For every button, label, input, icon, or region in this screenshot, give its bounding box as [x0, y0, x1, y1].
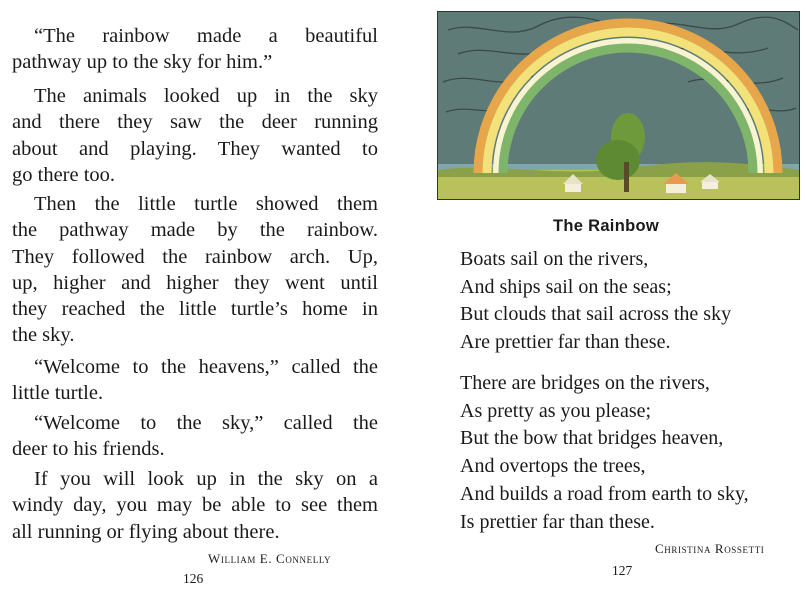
story-line: go there too.	[12, 163, 116, 186]
poem-line: Are prettier far than these.	[460, 331, 671, 354]
story-line: windy day, you may be able to see them	[12, 494, 378, 517]
story-line: “Welcome to the heavens,” called the	[34, 356, 378, 378]
left-page	[0, 0, 395, 589]
poem-line: But the bow that bridges heaven,	[460, 427, 724, 450]
story-line: the pathway made by the rainbow.	[12, 219, 378, 242]
right-page	[405, 0, 806, 589]
story-line: all running or flying about there.	[12, 520, 280, 543]
story-line: about and playing. They wanted to	[12, 137, 378, 160]
story-line: and there they saw the deer running	[12, 111, 378, 134]
story-paragraph-6	[12, 466, 378, 545]
poem-line: But clouds that sail across the sky	[460, 303, 732, 326]
story-paragraph-3	[12, 191, 378, 349]
poem-author: Christina Rossetti	[655, 541, 765, 556]
story-line: deer to his friends.	[12, 438, 165, 461]
story-line: the sky.	[12, 324, 75, 347]
story-line: up, higher and higher they went until	[12, 271, 378, 294]
poem-line: Is prettier far than these.	[460, 510, 655, 533]
rainbow-landscape-icon	[438, 12, 800, 200]
poem-line: And overtops the trees,	[460, 455, 646, 478]
page-number-left: 126	[183, 571, 204, 586]
poem-line: And builds a road from earth to sky,	[460, 482, 749, 505]
story-paragraph-5	[12, 410, 378, 463]
story-line: The animals looked up in the sky	[34, 85, 378, 107]
story-line: If you will look up in the sky on a	[34, 468, 378, 490]
story-line: they reached the little turtle’s home in	[12, 298, 378, 321]
story-line: pathway up to the sky for him.”	[12, 51, 273, 74]
page-number-right: 127	[612, 563, 633, 578]
poem-line: Boats sail on the rivers,	[460, 248, 649, 270]
poem-stanza-2	[460, 370, 749, 536]
poem-line: And ships sail on the seas;	[460, 275, 672, 298]
poem-line: As pretty as you please;	[460, 399, 652, 422]
story-paragraph-4	[12, 354, 378, 407]
poem-stanza-1	[460, 246, 731, 357]
story-author: William E. Connelly	[208, 551, 332, 566]
story-line: little turtle.	[12, 382, 104, 405]
story-line: “The rainbow made a beautiful	[34, 25, 378, 47]
story-paragraph-2	[12, 83, 378, 188]
poem-line: There are bridges on the rivers,	[460, 372, 710, 394]
story-line: “Welcome to the sky,” called the	[34, 412, 378, 434]
story-line: They followed the rainbow arch. Up,	[12, 245, 378, 268]
poem-title: The Rainbow	[553, 217, 659, 235]
story-line: Then the little turtle showed them	[34, 193, 378, 215]
rainbow-landscape-illustration	[437, 11, 800, 200]
story-paragraph-1	[12, 23, 378, 76]
